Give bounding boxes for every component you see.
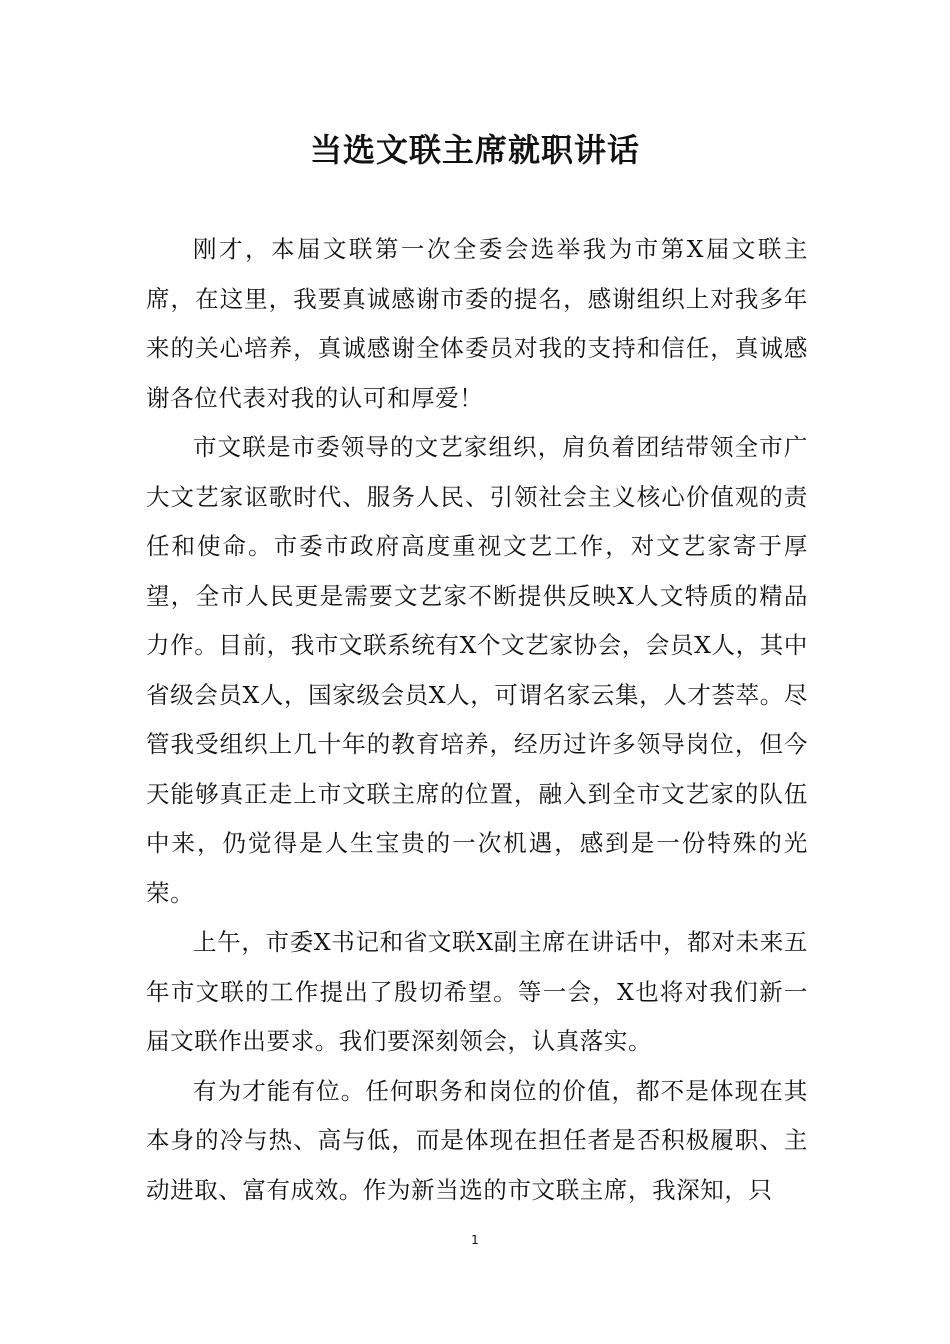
paragraph-4: 有为才能有位。任何职务和岗位的价值，都不是体现在其本身的冷与热、高与低，而是体现在担任者是否积极履职、主动进取、富有成效。作为新当选的市文联主席，我深知，只 (146, 1076, 808, 1204)
paragraph-1: 刚才，本届文联第一次全委会选举我为市第X届文联主席，在这里，我要真诚感谢市委的提名，感谢组织上对我多年来的关心培养，真诚感谢全体委员对我的支持和信任，真诚感谢各位代表对我的认可和厚爱！ (146, 235, 808, 412)
page-number: 1 (471, 1233, 479, 1247)
paragraph-3: 上午，市委X书记和省文联X副主席在讲话中，都对未来五年市文联的工作提出了殷切希望。等一会，X也将对我们新一届文联作出要求。我们要深刻领会，认真落实。 (146, 928, 808, 1055)
document-body (146, 225, 808, 1215)
paragraph-2: 市文联是市委领导的文艺家组织，肩负着团结带领全市广大文艺家讴歌时代、服务人民、引领社会主义核心价值观的责任和使命。市委市政府高度重视文艺工作，对文艺家寄于厚望，全市人民更是需要文艺家不断提供反映X人文特质的精品力作。目前，我市文联系统有X个文艺家协会，会员X人，其中省级会员X人，国家级会员X人，可谓名家云集，人才荟萃。尽管我受组织上几十年的教育培养，经历过许多领导岗位，但今天能够真正走上市文联主席的位置，融入到全市文艺家的队伍中来，仍觉得是人生宝贵的一次机遇，感到是一份特殊的光荣。 (146, 433, 808, 907)
document-title: 当选文联主席就职讲话 (309, 131, 640, 169)
